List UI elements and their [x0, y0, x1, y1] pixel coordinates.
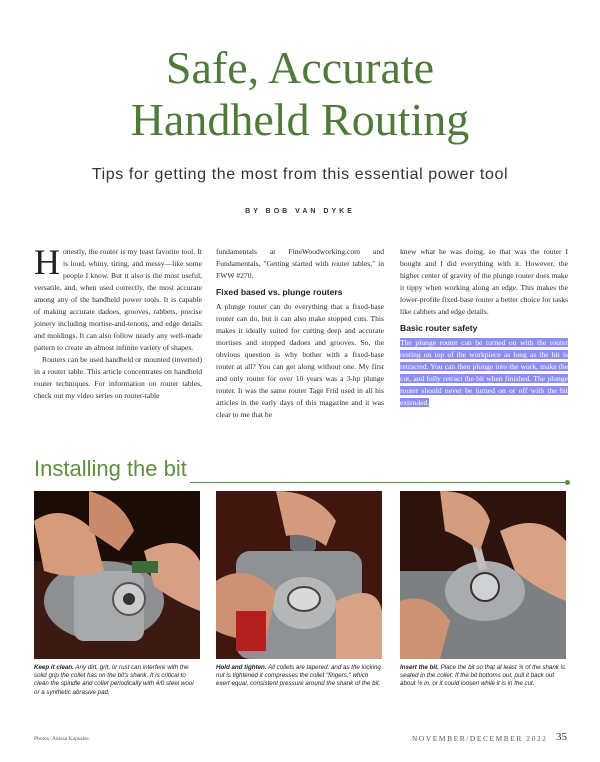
drop-cap: H — [34, 242, 60, 282]
text-selection-highlight[interactable]: The plunge router can be turned on with the router resting on top of the workpiece as long as the bit is retracted. You can then plunge into the work, make the cut, and fully retract the bit when finished. The plunge router should never be turned on or off with the bit extended. — [400, 338, 568, 407]
section-rule — [190, 482, 566, 483]
collet-cleaning-illustration — [34, 491, 200, 659]
caption-lead: Keep it clean. — [34, 664, 74, 671]
section-heading: Installing the bit — [34, 456, 187, 481]
text-column-2 — [216, 246, 384, 421]
page-number: 35 — [556, 731, 567, 743]
caption-lead: Insert the bit. — [400, 664, 439, 671]
caption-text: Any dirt, grit, or rust can interfere with the solid grip the collet has on the bit's shank. It is critical to clean the spindle and collet periodically with 4/0 steel wool or a synthetic abrasive pad. — [34, 664, 194, 696]
photo-credit: Photos: Anissa Kapsales — [34, 736, 89, 742]
bit-insertion-photo — [400, 491, 566, 659]
byline: BY BOB VAN DYKE — [245, 208, 355, 215]
text-column-3 — [400, 246, 568, 409]
article-title-line-1: Safe, Accurate — [165, 42, 435, 93]
subheading-fixed-vs-plunge: Fixed based vs. plunge routers — [216, 287, 343, 297]
photo-caption-1 — [34, 664, 200, 697]
paragraph: Routers can be used handheld or mounted (inverted) in a router table. This article concentrates on handheld router techniques. For information on router tables, check out my video series on router-table — [34, 355, 202, 400]
article-title-line-2: Handheld Routing — [130, 94, 470, 145]
intro-text: onestly, the router is my least favorite tool. It is loud, whiny, tiring, and messy—like some people I know. But it also is the most useful, versatile, and, when used correctly, the most accurate among any of the handheld power tools. It is capable of making accurate dadoes, grooves, rabbets, precise joinery including mortise-and-tenons, and edge details and moldings. It can also follow nearly any well-made pattern to create an almost infinite variety of shapes. — [34, 247, 202, 352]
paragraph: fundamentals at FineWoodworking.com and Fundamentals, "Getting started with router tables," in FWW #270. — [216, 247, 384, 280]
intro-paragraph — [34, 242, 202, 354]
paragraph: A plunge router can do everything that a fixed-base router can do, but it can also make stopped cuts. This makes it ideally suited for cutting deep and accurate mortises and stopped dadoes and grooves. So, the obvious question is why bother with a fixed-base router at all? You can get along without one. My first and only router for over 10 years was a 3-hp plunge router. It was the same router Tage Frid used in all his articles in the early days of this magazine and it was clear to me that he — [216, 302, 384, 419]
collet-tightening-illustration — [216, 491, 382, 659]
caption-lead: Hold and tighten. — [216, 664, 267, 671]
photo-caption-3 — [400, 664, 566, 689]
article-subtitle: Tips for getting the most from this essential power tool — [91, 166, 509, 183]
subheading-router-safety: Basic router safety — [400, 323, 478, 333]
collet-cleaning-photo — [34, 491, 200, 659]
caption-text: Place the bit so that at least ¾ of the shank is seated in the collet. If the bit bottoms out, pull it back out about ⅛ in. or it could loosen while it is in the cut. — [400, 664, 566, 688]
highlighted-paragraph[interactable] — [400, 337, 568, 409]
photo-caption-2 — [216, 664, 382, 689]
paragraph: knew what he was doing, so that was the router I bought and I did everything with it. However, the higher center of gravity of the plunge router does make it tippy when working along an edge. This makes the lower-profile fixed-base router a better choice for tasks like cabbets and edge details. — [400, 247, 568, 316]
bit-insertion-illustration — [400, 491, 566, 659]
caption-text: All collets are tapered, and as the locking nut is tightened it compresses the collet "fingers," which exert equal, consistent pressure around the shank of the bit. — [216, 664, 381, 688]
text-column-1 — [34, 242, 202, 402]
collet-tightening-photo — [216, 491, 382, 659]
issue-date: NOVEMBER/DECEMBER 2022 — [412, 734, 548, 743]
